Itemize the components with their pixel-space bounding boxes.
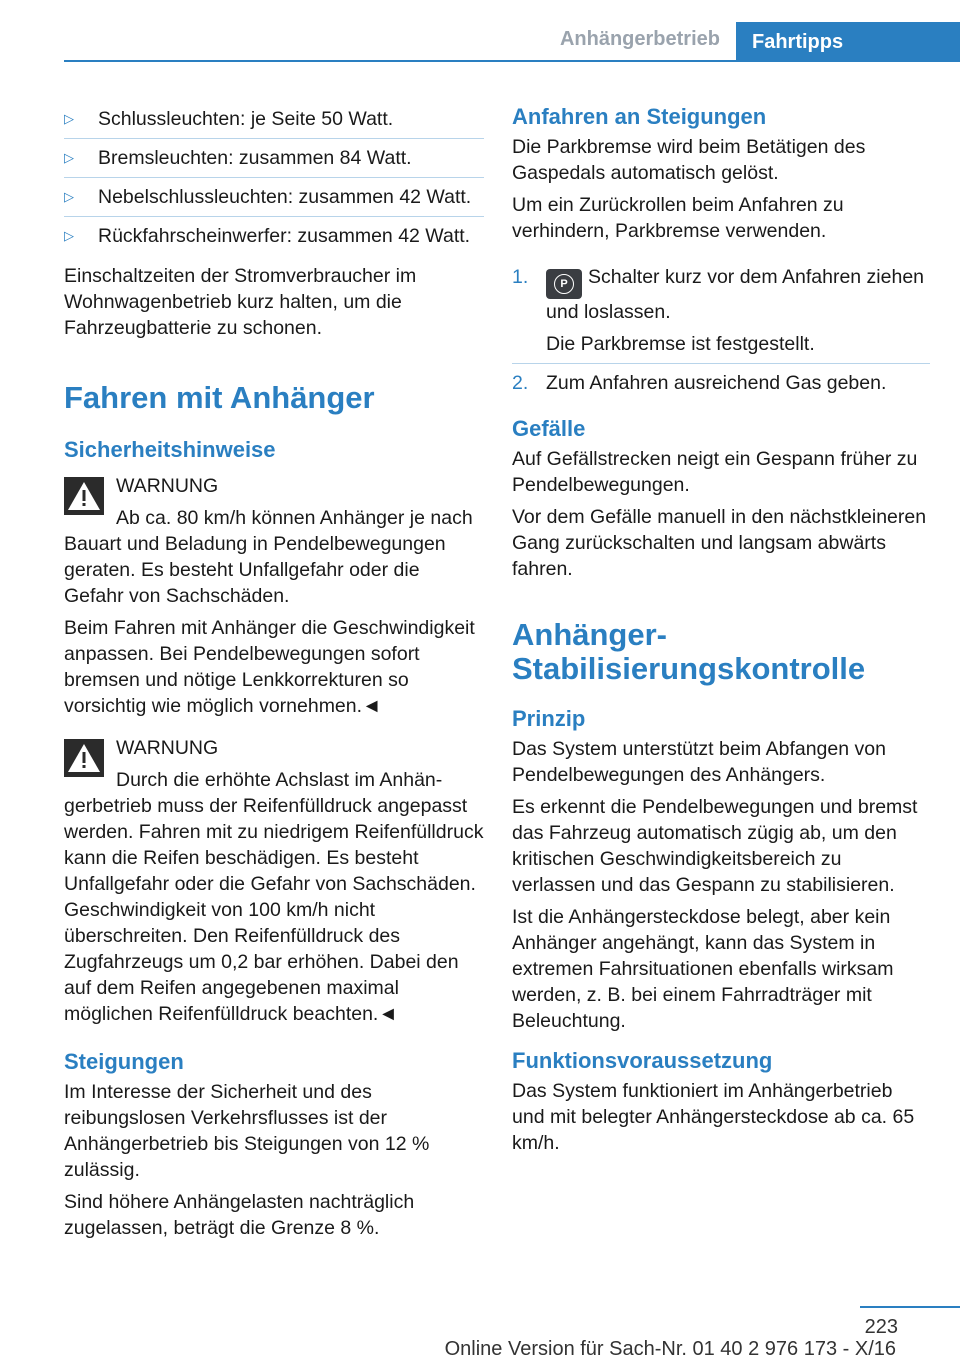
list-item: ▷ Nebelschlussleuchten: zusammen 42 Watt. (64, 178, 484, 217)
warning-triangle-icon (64, 739, 104, 777)
header-rule (64, 60, 960, 62)
section-title-anhaenger: Fahren mit Anhänger (64, 380, 375, 415)
warning-box-1: WARNUNG Ab ca. 80 km/h können Anhänger je nach Bauart und Beladung in Pendelbewegungen geraten. Es besteht Unfallgefahr oder die Gefahr von Sachschäden. Beim Fahren mit Anhänger die Geschwindigkeit anpassen. Bei Pendelbewegungen sofort bremsen und nötige Lenkkorrekturen so vorsichtig wie möglich vornehmen.◄ (64, 473, 484, 719)
subsection-funktionsvoraussetzung: Funktionsvoraussetzung (512, 1048, 773, 1073)
warning-title: WARNUNG (116, 475, 219, 497)
tab-fahrtipps[interactable]: Fahrtipps (736, 22, 960, 62)
page-number: 223 (864, 1316, 898, 1338)
footer-online-version: Online Version für Sach-Nr. 01 40 2 976 173 - X/16 (444, 1338, 896, 1360)
triangle-right-icon: ▷ (64, 150, 74, 165)
right-column: Anfahren an Steigungen Die Parkbremse wird beim Betätigen des Gaspedals automatisch gelöst. Um ein Zurückrollen beim Anfahren zu verhindern, Parkbremse verwenden. 1. P Schalter kurz vor dem Anfahren ziehen und loslassen. Die Parkbremse ist festgestellt. 2. Zum Anfahren ausreichend Gas geben. Gefälle Auf Gefällstrecken neigt ein Gespann früher zu Pendelbewegungen. Vor dem Gefälle manuell in den nächstkleineren Gang zurückschalten und langsam abwärts fahren. Anhänger- Stabilisierungskontrolle Prinzip Das System unterstützt beim Abfangen von Pendelbewegungen des Anhängers. Es erkennt die Pendelbewegungen und bremst das Fahrzeug automatisch zügig ab, um den kritischen Geschwindigkeitsbereich zu verlassen und das Gespann zu stabilisieren. Ist die Anhängersteckdose belegt, aber kein Anhänger angehängt, kann das System in extremen Fahrsituationen ebenfalls wirksam werden, z. B. bei einem Fahrradträger mit Beleuchtung. Funktionsvoraussetzung Das System funktioniert im Anhängerbetrieb und mit belegter Anhängersteckdose ab ca. 65 km/h. (512, 100, 930, 1162)
left-column: ▷ Schlussleuchten: je Seite 50 Watt. ▷ Bremsleuchten: zusammen 84 Watt. ▷ Nebelschlussleuchten: zusammen 42 Watt. ▷ Rückfahrscheinwerfer: zusammen 42 Watt. Einschaltzeiten der Stromverbraucher im Wohnwagenbetrieb kurz halten, um die Fahrzeugbatterie zu schonen. Fahren mit Anhänger Sicherheitshinweise WARNUNG Ab ca. 80 km/h können Anhänger je nach Bauart und Beladung in Pendelbewegungen geraten. Es besteht Unfallgefahr oder die Gefahr von Sachschäden. Beim Fahren mit Anhänger die Geschwindigkeit anpassen. Bei Pendelbewegungen sofort bremsen und nötige Lenkkorrekturen so vorsichtig wie möglich vornehmen.◄ WARNUNG Durch die erhöhte Achslast im Anhän- gerbetrieb muss der Reifenfülldruck angepasst werden. Fahren mit zu niedrigem Reifenfülldruck kann die Reifen beschädigen. Es besteht Unfallgefahr oder die Gefahr von Sachschäden. Geschwindigkeit von 100 km/h nicht überschreiten. Den Reifenfülldruck des Zugfahrzeugs um 0,2 bar erhöhen. Dabei den auf dem Reifen angegebenen maximal möglichen Reifenfülldruck beachten.◄ Steigungen Im Interesse der Sicherheit und des reibungslosen Verkehrsflusses ist der Anhängerbetrieb bis Steigungen von 12 % zulässig. Sind höhere Anhängelasten nachträglich zugelassen, beträgt die Grenze 8 %. (64, 100, 484, 1247)
steps-list (512, 258, 930, 402)
warning-box-2: WARNUNG Durch die erhöhte Achslast im Anhän- gerbetrieb muss der Reifenfülldruck angepasst werden. Fahren mit zu niedrigem Reifenfülldruck kann die Reifen beschädigen. Es besteht Unfallgefahr oder die Gefahr von Sachschäden. Geschwindigkeit von 100 km/h nicht überschreiten. Den Reifenfülldruck des Zugfahrzeugs um 0,2 bar erhöhen. Dabei den auf dem Reifen angegebenen maximal möglichen Reifenfülldruck beachten.◄ (64, 737, 484, 1025)
subsection-gefaelle: Gefälle (512, 416, 586, 441)
subsection-anfahren: Anfahren an Steigungen (512, 104, 767, 129)
warning-title: WARNUNG (116, 737, 219, 759)
list-item: ▷ Schlussleuchten: je Seite 50 Watt. (64, 100, 484, 139)
warning-triangle-icon (64, 477, 104, 515)
list-item: ▷ Rückfahrscheinwerfer: zusammen 42 Watt. (64, 225, 471, 247)
section-title-stabilisierung: Anhänger- Stabilisierungskontrolle (512, 617, 866, 686)
parking-brake-button-icon: P (546, 269, 582, 299)
list-item: ▷ Bremsleuchten: zusammen 84 Watt. (64, 139, 484, 178)
subsection-steigungen: Steigungen (64, 1049, 184, 1074)
list-item: 1. P Schalter kurz vor dem Anfahren ziehen und loslassen. Die Parkbremse ist festgestellt. (512, 258, 930, 364)
subsection-sicherheitshinweise: Sicherheitshinweise (64, 437, 276, 462)
triangle-right-icon: ▷ (64, 189, 74, 204)
footer-rule (860, 1306, 960, 1308)
intro-paragraph: Einschaltzeiten der Stromverbraucher im Wohnwagenbetrieb kurz halten, um die Fahrzeugbatterie zu schonen. (64, 265, 417, 339)
tab-anhaengerbetrieb[interactable]: Anhängerbetrieb (559, 28, 720, 50)
subsection-prinzip: Prinzip (512, 706, 586, 731)
power-list (64, 100, 484, 255)
triangle-right-icon: ▷ (64, 111, 74, 126)
triangle-right-icon: ▷ (64, 228, 74, 243)
list-item: 2. Zum Anfahren ausreichend Gas geben. (512, 372, 887, 394)
